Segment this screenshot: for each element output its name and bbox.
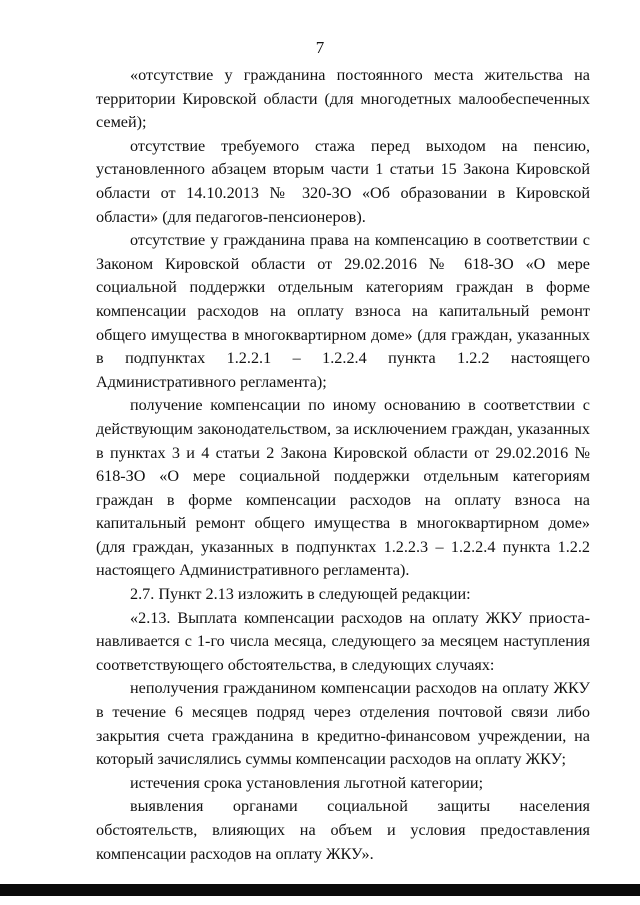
document-body [96, 64, 590, 866]
paragraph-circumstances: выявления органами социальной защиты населения обстоятельств, влияющих на объем и условия предоставления компенсации расходов на оплату ЖКУ». [96, 797, 590, 863]
page-number: 7 [315, 38, 325, 57]
paragraph-2-13-suspension: «2.13. Выплата компенсации расходов на оплату ЖКУ приостанавливается с 1-го числа месяца, следующего за месяцем наступления соответствующего обстоятельства, в следующих случаях: [96, 608, 590, 674]
paragraph-residence: «отсутствие у гражданина постоянного места жительства на территории Кировской области (для многодетных малообеспеченных семей); [96, 66, 590, 132]
paragraph-service-length: отсутствие требуемого стажа перед выходом на пенсию, установленного абзацем вторым части 1 статьи 15 Закона Кировской области от 14.10.2013 № 320-ЗО «Об образовании в Кировской области» (для педагогов-пенсионеров). [96, 136, 590, 226]
paragraph-category-expiry: истечения срока установления льготной категории; [130, 773, 484, 792]
paragraph-compensation-right: отсутствие у гражданина права на компенсацию в соответствии с Законом Кировской области от 29.02.2016 № 618-ЗО «О мере социальной поддержки отдельным категориям граждан в форме компенсации расходов на оплату взноса на капитальный ремонт общего имущества в многоквартирном доме» (для граждан, указанных в подпунктах 1.2.2.1 – 1.2.2.4 пункта 1.2.2 настоящего Административного регламента); [96, 231, 590, 391]
paragraph-amendment-2-7: 2.7. Пункт 2.13 изложить в следующей редакции: [130, 585, 471, 604]
paragraph-non-receipt: неполучения гражданином компенсации расходов на оплату ЖКУ в течение 6 месяцев подряд через отделения почтовой связи либо закрытия счета гражданина в кредитно-финансовом учреждении, на который зачислялись суммы компенсации расходов на оплату ЖКУ; [96, 679, 590, 769]
paragraph-other-basis: получение компенсации по иному основанию в соответствии с действующим законодательством, за исключением граждан, указанных в пунктах 3 и 4 статьи 2 Закона Кировской области от 29.02.2016 № 618-ЗО «О мере социальной поддержки отдельным категориям граждан в форме компенсации расходов на оплату взноса на капитальный ремонт общего имущества в многоквартирном доме» (для граждан, указанных в подпунктах 1.2.2.3 – 1.2.2.4 пункта 1.2.2 настоящего Административного регламента). [96, 396, 590, 580]
bottom-scan-border [0, 884, 640, 896]
